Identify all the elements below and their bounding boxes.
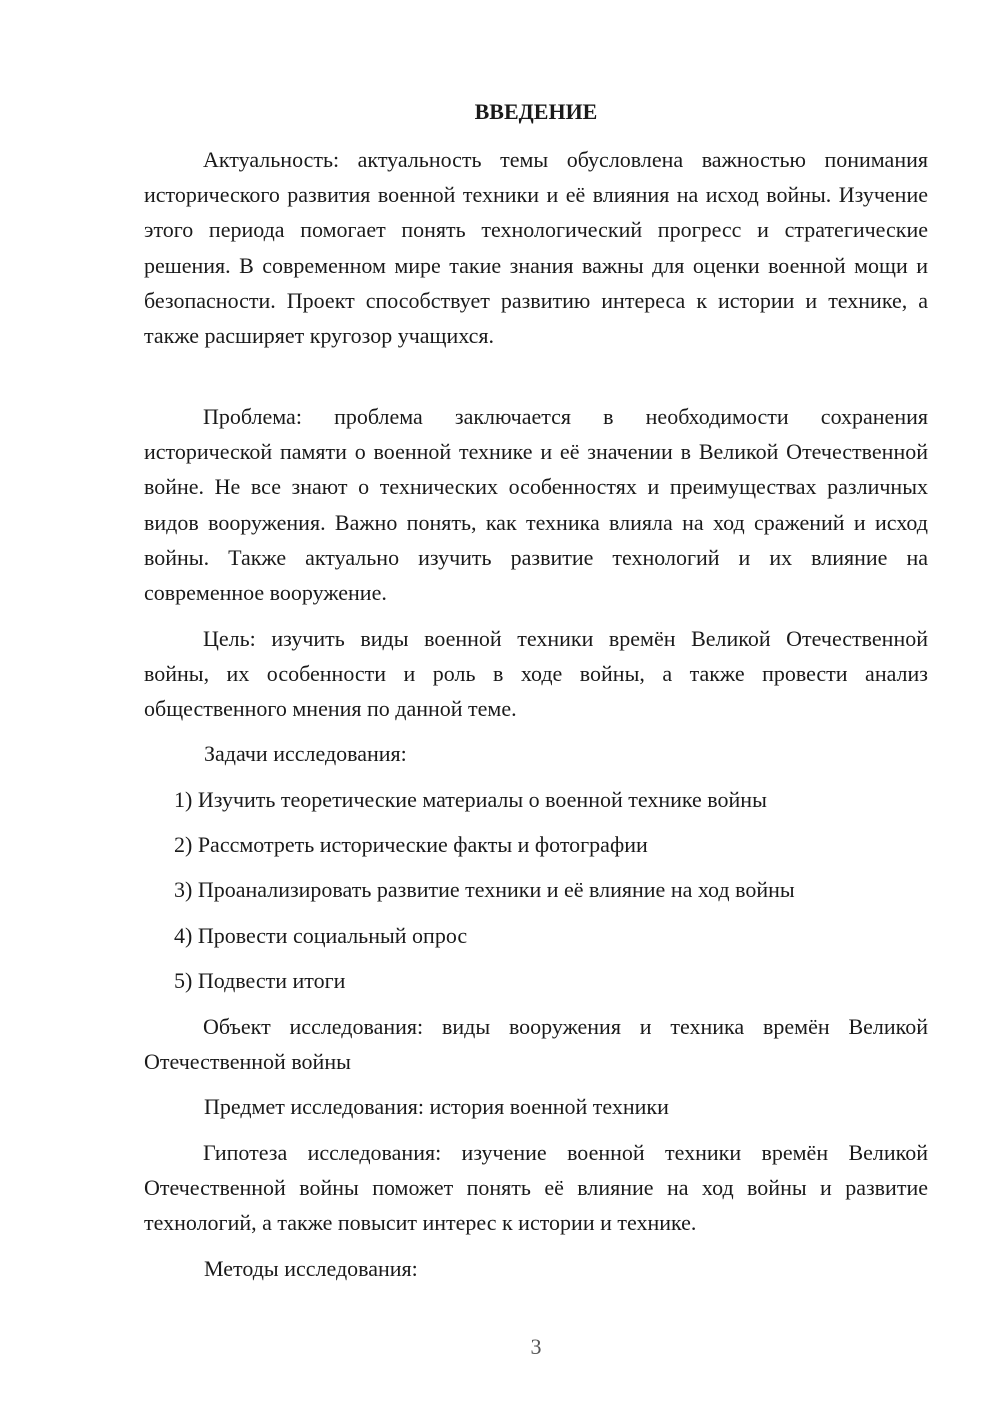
problem-paragraph: Проблема: проблема заключается в необходимости сохранения исторической памяти о военной технике и её значении в Великой Отечественной войне. Не все знают о технических особенностях и преимуществах различных видов вооружения. Важно понять, как техника влияла на ход сражений и исход войны. Также актуально изучить развитие технологий и их влияние на современное вооружение. <box>144 404 928 606</box>
goal-paragraph: Цель: изучить виды военной техники времён Великой Отечественной войны, их особенности и роль в ходе войны, а также провести анализ общественного мнения по данной теме. <box>144 626 928 722</box>
page-title: ВВЕДЕНИЕ <box>474 99 598 124</box>
object-paragraph: Объект исследования: виды вооружения и техника времён Великой Отечественной войны <box>144 1014 928 1075</box>
list-item: 1) Изучить теоретические материалы о военной технике войны <box>174 787 767 812</box>
methods-heading: Методы исследования: <box>204 1256 418 1281</box>
tasks-heading: Задачи исследования: <box>204 741 407 766</box>
list-item: 5) Подвести итоги <box>174 968 346 993</box>
list-item: 4) Провести социальный опрос <box>174 923 468 948</box>
relevance-paragraph: Актуальность: актуальность темы обусловлена важностью понимания исторического развития военной техники и её влияния на исход войны. Изучение этого периода помогает понять технологический прогресс и стратегические решения. В современном мире такие знания важны для оценки военной мощи и безопасности. Проект способствует развитию интереса к истории и технике, а также расширяет кругозор учащихся. <box>144 147 928 349</box>
list-item: 3) Проанализировать развитие техники и её влияние на ход войны <box>174 877 795 902</box>
subject-paragraph: Предмет исследования: история военной техники <box>204 1094 669 1119</box>
list-item: 2) Рассмотреть исторические факты и фотографии <box>174 832 648 857</box>
page-number: 3 <box>530 1334 542 1359</box>
hypothesis-paragraph: Гипотеза исследования: изучение военной техники времён Великой Отечественной войны поможет понять её влияние на ход войны и развитие технологий, а также повысит интерес к истории и технике. <box>144 1140 928 1236</box>
